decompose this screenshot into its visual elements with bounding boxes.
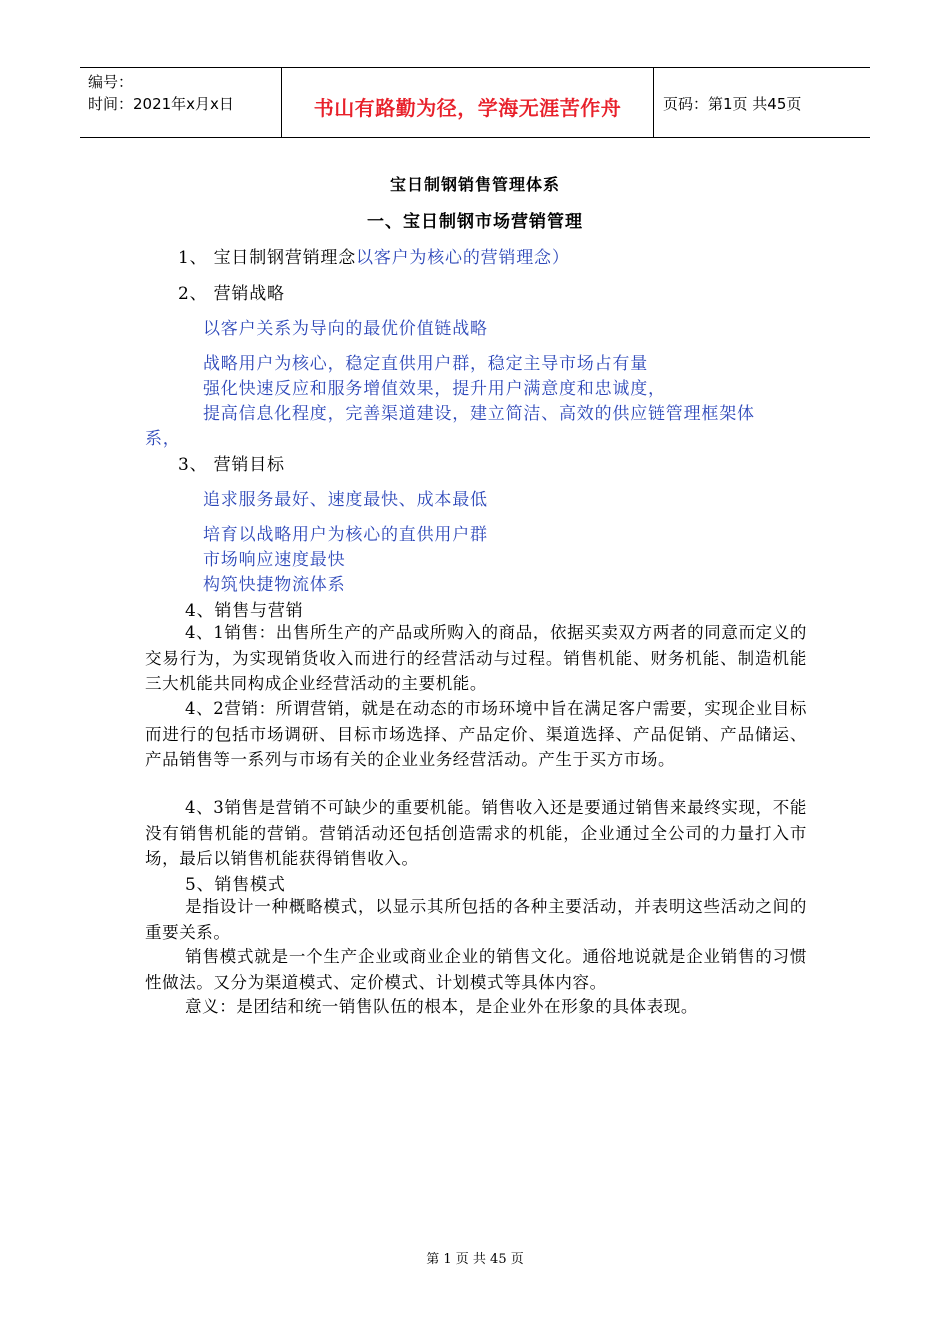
- paragraph-4-1: [145, 620, 807, 697]
- goal-main: 追求服务最好、速度最快、成本最低: [203, 490, 488, 510]
- paragraph-4-3-text: 4、3销售是营销不可缺少的重要机能。销售收入还是要通过销售来最终实现，不能没有销售机能的营销。营销活动还包括创造需求的机能，企业通过全公司的力量打入市场，最后以销售机能获得销售收入。: [145, 798, 807, 868]
- doc-date-label: 时间：2021年x月x日: [88, 95, 234, 113]
- paragraph-5-3: [145, 994, 807, 1020]
- item-4: 4、销售与营销: [185, 601, 304, 621]
- page-header: [80, 67, 870, 138]
- item-1-text: 1、 宝日制钢营销理念: [178, 248, 357, 268]
- header-info-cell: [80, 68, 282, 137]
- goal-line-2: 市场响应速度最快: [203, 550, 346, 570]
- header-page-label: 页码：第1页 共45页: [663, 95, 802, 113]
- goal-line-3: 构筑快捷物流体系: [203, 575, 346, 595]
- page-footer: 第 1 页 共 45 页: [426, 1252, 524, 1267]
- item-5: 5、销售模式: [185, 875, 286, 895]
- paragraph-5-1-text: 是指设计一种概略模式，以显示其所包括的各种主要活动，并表明这些活动之间的重要关系。: [145, 897, 807, 942]
- doc-number-label: 编号：: [88, 73, 134, 91]
- item-1-blue: 以客户为核心的营销理念）: [356, 248, 570, 268]
- paragraph-5-3-text: 意义：是团结和统一销售队伍的根本，是企业外在形象的具体表现。: [185, 997, 698, 1016]
- strategy-line-2: 强化快速反应和服务增值效果，提升用户满意度和忠诚度，: [203, 379, 666, 399]
- strategy-line-3: 提高信息化程度，完善渠道建设，建立简洁、高效的供应链管理框架体: [203, 404, 755, 424]
- item-1: [178, 243, 570, 268]
- paragraph-4-1-text: 4、1销售：出售所生产的产品或所购入的商品，依据买卖双方两者的同意而定义的交易行为，为实现销货收入而进行的经营活动与过程。销售机能、财务机能、制造机能三大机能共同构成企业经营活动的主要机能。: [145, 623, 807, 693]
- strategy-line-1: 战略用户为核心，稳定直供用户群，稳定主导市场占有量: [203, 354, 648, 374]
- header-motto: 书山有路勤为径，学海无涯苦作舟: [313, 96, 622, 120]
- item-3: 3、 营销目标: [178, 455, 285, 475]
- paragraph-5-2-text: 销售模式就是一个生产企业或商业企业的销售文化。通俗地说就是企业销售的习惯性做法。又分为渠道模式、定价模式、计划模式等具体内容。: [145, 947, 807, 992]
- paragraph-4-2: [145, 696, 807, 773]
- paragraph-4-3: [145, 795, 807, 872]
- header-motto-cell: [282, 68, 654, 137]
- paragraph-4-2-text: 4、2营销：所谓营销，就是在动态的市场环境中旨在满足客户需要，实现企业目标而进行的包括市场调研、目标市场选择、产品定价、渠道选择、产品促销、产品储运、产品销售等一系列与市场有关的企业业务经营活动。产生于买方市场。: [145, 699, 807, 769]
- item-2: 2、 营销战略: [178, 284, 285, 304]
- strategy-main: 以客户关系为导向的最优价值链战略: [203, 319, 488, 339]
- strategy-line-3-wrap: 系，: [145, 429, 181, 449]
- goal-line-1: 培育以战略用户为核心的直供用户群: [203, 525, 488, 545]
- header-page-cell: [654, 68, 870, 137]
- paragraph-5-2: [145, 944, 807, 995]
- section-title: 一、宝日制钢市场营销管理: [367, 212, 583, 232]
- document-title: 宝日制钢销售管理体系: [389, 175, 560, 194]
- paragraph-5-1: [145, 894, 807, 945]
